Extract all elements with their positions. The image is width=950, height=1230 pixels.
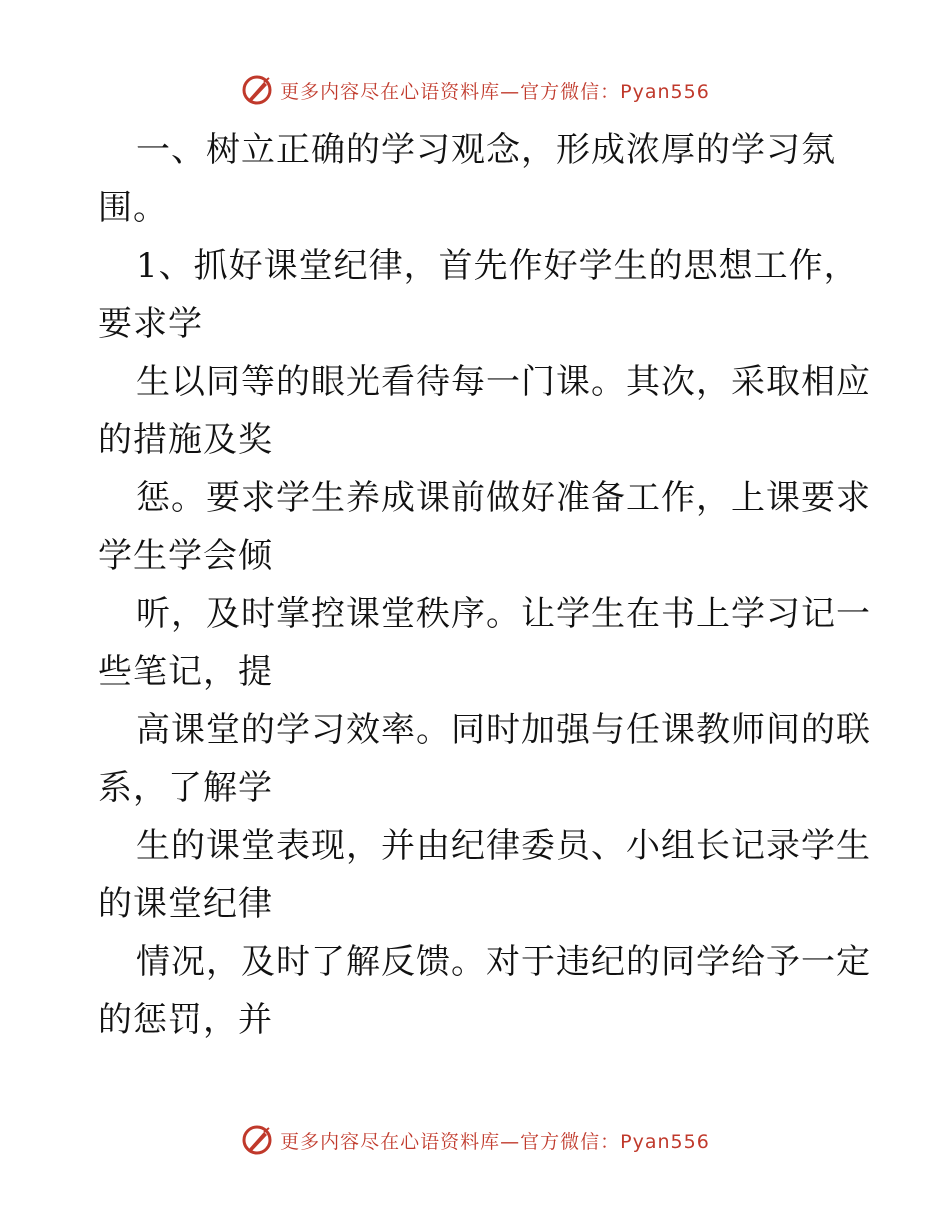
- text-line: 系，了解学: [98, 768, 273, 808]
- text-line: 生的课堂表现，并由纪律委员、小组长记录学生: [136, 826, 871, 866]
- header-watermark-text: 更多内容尽在心语资料库—官方微信：Pyan556: [280, 80, 710, 103]
- text-line: 的惩罚，并: [98, 1000, 273, 1040]
- text-line: 情况，及时了解反馈。对于违纪的同学给予一定: [136, 942, 871, 982]
- text-line: 高课堂的学习效率。同时加强与任课教师间的联: [136, 710, 871, 750]
- text-line: 1、抓好课堂纪律，首先作好学生的思想工作，: [136, 246, 859, 286]
- text-line: 一、树立正确的学习观念，形成浓厚的学习氛: [136, 130, 836, 170]
- text-line: 听，及时掌控课堂秩序。让学生在书上学习记一: [136, 594, 871, 634]
- text-line: 要求学: [98, 304, 203, 344]
- text-line: 围。: [98, 188, 168, 228]
- text-line: 的课堂纪律: [98, 884, 273, 924]
- text-line: 惩。要求学生养成课前做好准备工作，上课要求: [136, 478, 871, 518]
- text-line: 的措施及奖: [98, 420, 273, 460]
- text-line: 生以同等的眼光看待每一门课。其次，采取相应: [136, 362, 871, 402]
- footer-watermark: [0, 1120, 950, 1160]
- footer-watermark-text: 更多内容尽在心语资料库—官方微信：Pyan556: [280, 1130, 710, 1153]
- text-line: 些笔记，提: [98, 652, 273, 692]
- quill-logo-icon: [240, 1123, 274, 1157]
- text-line: 学生学会倾: [98, 536, 273, 576]
